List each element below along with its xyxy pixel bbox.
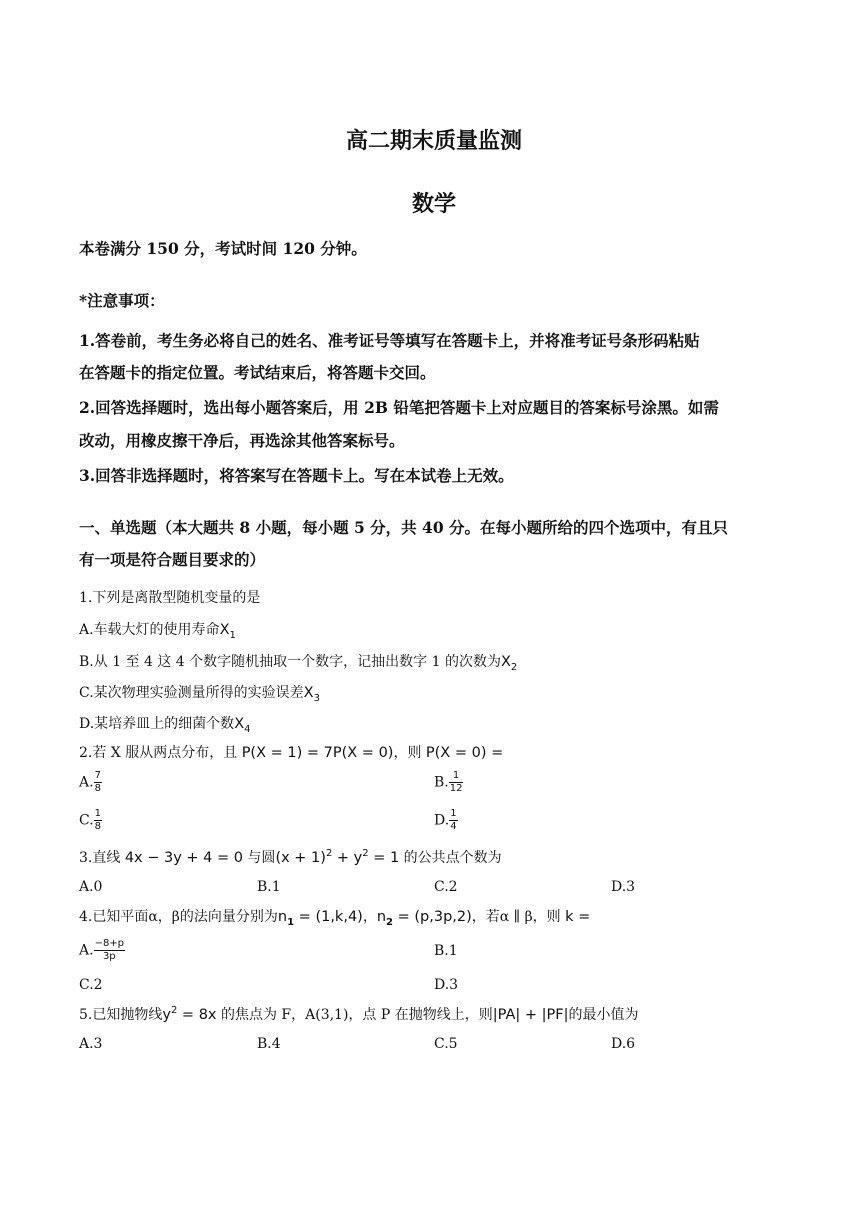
exam-info: 本卷满分 150 分，考试时间 120 分钟。 xyxy=(79,239,367,258)
q2-option-c-label: C. xyxy=(79,812,94,829)
q4-option-b: B.1 xyxy=(434,943,458,959)
q1-option-c-text: C.某次物理实验测量所得的实验误差 xyxy=(79,685,304,701)
q5-stem-text-3: 的最小值为 xyxy=(568,1007,639,1023)
q2-option-b-fraction xyxy=(449,770,464,795)
q4-option-a xyxy=(79,938,125,963)
q2-option-b-num: 1 xyxy=(449,770,464,783)
q1-option-c-sub: 3 xyxy=(313,693,320,704)
q2-option-c-den: 8 xyxy=(94,821,102,832)
q2-option-d-den: 4 xyxy=(450,821,457,832)
note-3: 3.回答非选择题时，将答案写在答题卡上。写在本试卷上无效。 xyxy=(79,466,514,485)
q1-option-d-var: X xyxy=(234,716,245,732)
q3-option-c: C.2 xyxy=(434,879,458,895)
note-1-line-1: 1.答卷前，考生务必将自己的姓名、准考证号等填写在答题卡上，并将准考证号条形码粘贴 xyxy=(79,331,700,350)
notes-heading: *注意事项： xyxy=(79,291,165,310)
q2-stem-text-1: 2.若 X 服从两点分布，且 xyxy=(79,745,242,761)
q5-parabola-y: y xyxy=(162,1007,171,1023)
q5-stem-text-2: 的焦点为 F，A(3,1)，点 P 在抛物线上，则 xyxy=(216,1007,493,1023)
q5-option-c: C.5 xyxy=(434,1036,458,1052)
q4-stem xyxy=(79,906,590,928)
q2-option-b-den: 12 xyxy=(449,783,463,794)
q5-parabola-rest: = 8x xyxy=(177,1007,217,1023)
q3-circle-a: (x + 1) xyxy=(275,850,326,866)
q4-option-c: C.2 xyxy=(79,977,103,993)
q4-option-a-label: A. xyxy=(79,942,94,959)
q3-option-a: A.0 xyxy=(79,879,103,895)
note-2-line-1: 2.回答选择题时，选出每小题答案后，用 2B 铅笔把答题卡上对应题目的答案标号涂黑。如需 xyxy=(79,398,719,417)
q3-circle-a-sup: 2 xyxy=(325,848,333,859)
q4-n2-value: = (p,3p,2) xyxy=(393,909,472,925)
q1-option-a xyxy=(79,619,236,641)
q2-stem-math-1: P(X = 1) = 7P(X = 0) xyxy=(241,745,394,761)
subject-title: 数学 xyxy=(411,191,456,217)
q3-option-b: B.1 xyxy=(257,879,281,895)
q4-comma: ， xyxy=(362,909,377,925)
q4-option-a-num: −8+p xyxy=(94,938,125,949)
q1-option-b-sub: 2 xyxy=(510,662,518,673)
q5-parabola-sup: 2 xyxy=(170,1005,178,1016)
q2-option-d-fraction xyxy=(449,808,457,833)
q5-option-d: D.6 xyxy=(611,1036,636,1052)
q1-option-c xyxy=(79,682,320,704)
q4-k-equals: k = xyxy=(565,909,591,925)
q2-stem xyxy=(79,742,503,762)
q4-stem-text-1: 4.已知平面α，β的法向量分别为 xyxy=(79,909,278,925)
q5-stem-text-1: 5.已知抛物线 xyxy=(79,1007,163,1023)
q4-n2: n xyxy=(376,909,387,925)
note-2-line-2: 改动，用橡皮擦干净后，再选涂其他答案标号。 xyxy=(79,431,405,450)
section-1-line-2: 有一项是符合题目要求的） xyxy=(79,550,266,569)
q4-option-d: D.3 xyxy=(434,977,459,993)
q3-circle-c: = 1 xyxy=(368,850,400,866)
q2-stem-text-2: ，则 xyxy=(393,745,426,761)
q3-stem-text-1: 3.直线 xyxy=(79,850,125,866)
q2-option-a-fraction xyxy=(94,770,102,795)
q2-option-c xyxy=(79,808,102,833)
q3-stem xyxy=(79,847,502,867)
q3-line-equation: 4x − 3y + 4 = 0 xyxy=(124,850,243,866)
q2-option-a-den: 8 xyxy=(94,783,101,794)
q4-n1-sub: 1 xyxy=(287,917,295,928)
q4-n1-value: = (1,k,4) xyxy=(294,909,363,925)
q4-n1: n xyxy=(277,909,288,925)
q1-option-b-var: X xyxy=(500,654,511,670)
q2-option-d xyxy=(434,808,458,833)
q1-option-c-var: X xyxy=(303,685,314,701)
q3-circle-b: + y xyxy=(332,850,363,866)
q5-option-a: A.3 xyxy=(79,1036,103,1052)
q2-option-a xyxy=(79,770,102,795)
q5-stem xyxy=(79,1004,638,1024)
q2-option-d-label: D. xyxy=(434,812,450,829)
q1-option-a-var: X xyxy=(219,622,230,638)
q1-option-a-sub: 1 xyxy=(229,630,236,641)
q2-stem-math-2: P(X = 0) = xyxy=(425,745,504,761)
q1-option-d-sub: 4 xyxy=(244,724,251,735)
section-1-line-1: 一、单选题（本大题共 8 小题，每小题 5 分，共 40 分。在每小题所给的四个选项中，有且只 xyxy=(79,518,729,537)
q2-option-c-num: 1 xyxy=(94,808,102,819)
q1-stem: 1.下列是离散型随机变量的是 xyxy=(79,590,261,606)
q1-option-a-text: A.车载大灯的使用寿命 xyxy=(79,622,220,638)
q2-option-b xyxy=(434,770,463,795)
q3-stem-text-2: 与圆 xyxy=(242,850,276,866)
q5-expression: |PA| + |PF| xyxy=(492,1007,569,1023)
q3-stem-text-3: 的公共点个数为 xyxy=(399,850,502,866)
q2-option-b-label: B. xyxy=(434,774,449,791)
q2-option-a-num: 7 xyxy=(94,770,101,781)
q3-option-d: D.3 xyxy=(611,879,636,895)
q2-option-c-fraction xyxy=(94,808,102,833)
q1-option-b-text: B.从 1 至 4 这 4 个数字随机抽取一个数字，记抽出数字 1 的次数为 xyxy=(79,654,501,670)
q3-circle-b-sup: 2 xyxy=(362,848,369,859)
q5-option-b: B.4 xyxy=(257,1036,281,1052)
q1-option-d-text: D.某培养皿上的细菌个数 xyxy=(79,716,235,732)
note-1-line-2: 在答题卡的指定位置。考试结束后，将答题卡交回。 xyxy=(79,363,436,382)
q4-n2-sub: 2 xyxy=(386,917,393,928)
q2-option-d-num: 1 xyxy=(450,808,457,819)
q1-option-d xyxy=(79,713,251,735)
q1-option-b xyxy=(79,651,517,673)
q4-option-a-den: 3p xyxy=(102,951,116,962)
q4-stem-text-2: ，若α ∥ β，则 xyxy=(471,909,566,925)
q2-option-a-label: A. xyxy=(79,774,94,791)
q4-option-a-fraction xyxy=(94,938,125,963)
page-title: 高二期末质量监测 xyxy=(345,128,522,154)
